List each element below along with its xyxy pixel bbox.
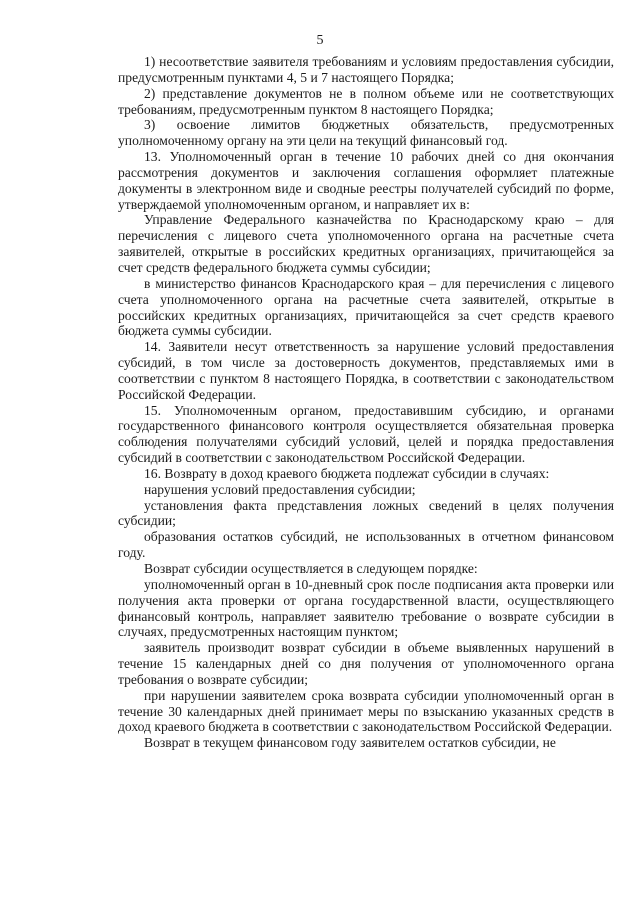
paragraph-8: 15. Уполномоченным органом, предоставившим субсидию, и органами государственного финансового контроля осуществляется обязательная проверка соблюдения получателями субсидий условий, целей и порядка предоставления субсидий в соответствии с законодательством Российской Федерации. bbox=[118, 402, 614, 466]
paragraph-10: нарушения условий предоставления субсидии; bbox=[144, 481, 416, 497]
paragraph-7: 14. Заявители несут ответственность за нарушение условий предоставления субсидий, в том числе за достоверность документов, представляемых ими в соответствии с пунктом 8 настоящего Порядка, в соответствии с законодательством Российской Федерации. bbox=[118, 339, 614, 402]
paragraph-2: 2) представление документов не в полном объеме или не соответствующих требованиям, предусмотренным пунктом 8 настоящего Порядка; bbox=[118, 85, 614, 117]
paragraph-12: образования остатков субсидий, не использованных в отчетном финансовом году. bbox=[118, 529, 614, 561]
page-number: 5 bbox=[316, 33, 324, 48]
paragraph-5: Управление Федерального казначейства по Краснодарскому краю – для перечисления с лицевого счета уполномоченного органа на расчетные счета заявителей, открытые в российских кредитных организациях, причитающейся за счет средств федерального бюджета суммы субсидии; bbox=[118, 212, 614, 275]
paragraph-14: уполномоченный орган в 10-дневный срок после подписания акта проверки или получения акта проверки от органа государственной власти, осуществляющего финансовый контроль, направляет заявителю требование о возврате субсидии в случаях, предусмотренных настоящим пунктом; bbox=[118, 576, 614, 640]
paragraph-1: 1) несоответствие заявителя требованиям и условиям предоставления субсидии, предусмотренным пунктами 4, 5 и 7 настоящего Порядка; bbox=[118, 54, 614, 85]
paragraph-11: установления факта представления ложных сведений в целях получения субсидии; bbox=[118, 497, 614, 529]
paragraph-16: при нарушении заявителем срока возврата субсидии уполномоченный орган в течение 30 календарных дней принимает меры по взысканию указанных средств в доход краевого бюджета в соответствии с законодательством Российской Федерации. bbox=[118, 687, 614, 735]
document-body bbox=[118, 54, 614, 751]
paragraph-15: заявитель производит возврат субсидии в объеме выявленных нарушений в течение 15 календарных дней со дня получения от уполномоченного органа требования о возврате субсидии; bbox=[118, 640, 614, 687]
paragraph-3: 3) освоение лимитов бюджетных обязательств, предусмотренных уполномоченному органу на эти цели на текущий финансовый год. bbox=[118, 117, 614, 149]
paragraph-6: в министерство финансов Краснодарского края – для перечисления с лицевого счета уполномоченного органа на расчетные счета заявителей, открытые в российских кредитных организациях, причитающейся за счет средств краевого бюджета суммы субсидии. bbox=[118, 275, 614, 339]
paragraph-13: Возврат субсидии осуществляется в следующем порядке: bbox=[144, 561, 478, 576]
paragraph-9: 16. Возврату в доход краевого бюджета подлежат субсидии в случаях: bbox=[144, 465, 550, 481]
paragraph-17: Возврат в текущем финансовом году заявителем остатков субсидии, не bbox=[144, 735, 556, 751]
paragraph-4: 13. Уполномоченный орган в течение 10 рабочих дней со дня окончания рассмотрения документов и заключения соглашения оформляет платежные документы в электронном виде и сводные реестры получателей субсидий по форме, утверждаемой уполномоченным органом, и направляет их в: bbox=[118, 149, 614, 212]
